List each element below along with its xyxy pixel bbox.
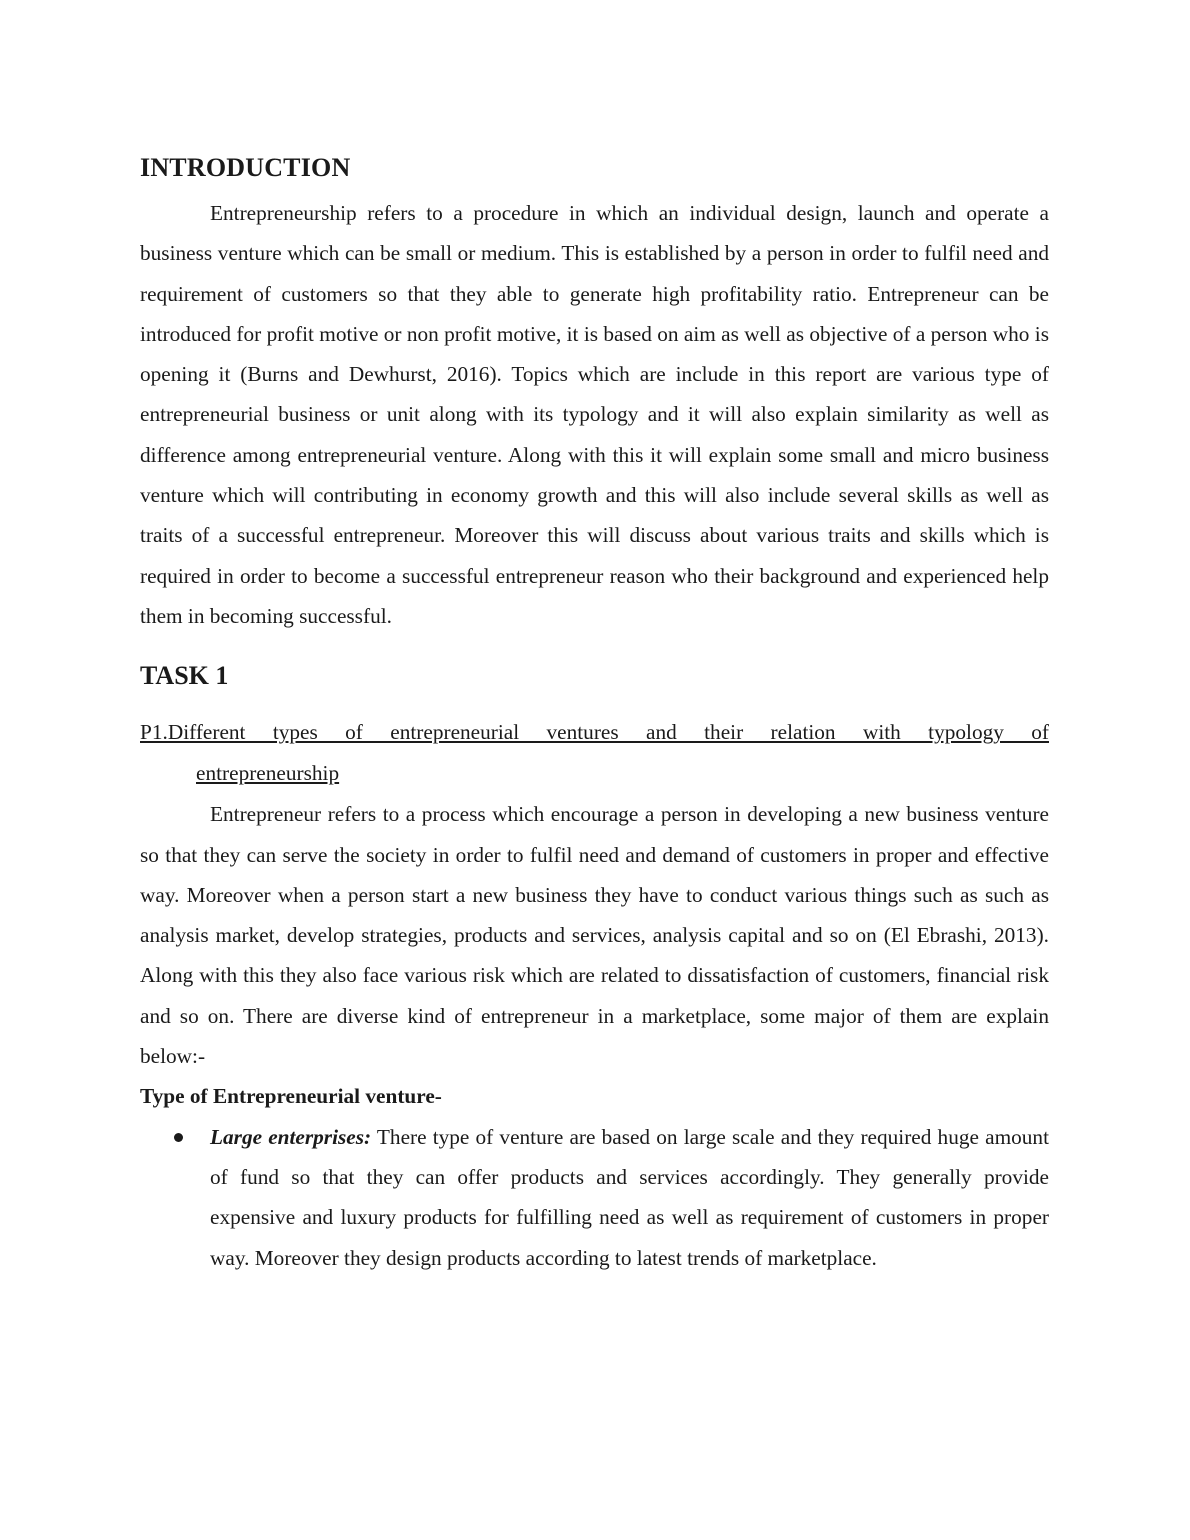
introduction-heading: INTRODUCTION xyxy=(140,153,351,182)
task1-subheading-line1: P1.Different types of entrepreneurial ventures and their relation with typology of xyxy=(140,720,1049,745)
list-item xyxy=(140,1117,1049,1278)
task1-heading: TASK 1 xyxy=(140,661,229,691)
bullet-text: There type of venture are based on large scale and they required huge amount of fund so that they can offer products and services accordingly. They generally provide expensive and luxury products for fulfilling need as well as requirement of customers in proper way. Moreover they design products according to latest trends of marketplace. xyxy=(210,1124,1049,1270)
types-heading: Type of Entrepreneurial venture- xyxy=(140,1084,442,1109)
venture-type-list xyxy=(140,1117,1049,1278)
task1-paragraph: Entrepreneur refers to a process which encourage a person in developing a new business venture so that they can serve the society in order to fulfil need and demand of customers in proper and effective way. Moreover when a person start a new business they have to conduct various things such as such as analysis market, develop strategies, products and services, analysis capital and so on (El Ebrashi, 2013). Along with this they also face various risk which are related to dissatisfaction of customers, financial risk and so on. There are diverse kind of entrepreneur in a marketplace, some major of them are explain below:- xyxy=(140,802,1049,1069)
bullet-term: Large enterprises: xyxy=(210,1124,372,1149)
bullet-icon xyxy=(174,1133,183,1142)
introduction-paragraph: Entrepreneurship refers to a procedure in which an individual design, launch and operate a business venture which can be small or medium. This is established by a person in order to fulfil need and requirement of customers so that they able to generate high profitability ratio. Entrepreneur can be introduced for profit motive or non profit motive, it is based on aim as well as objective of a person who is opening it (Burns and Dewhurst, 2016). Topics which are include in this report are various type of entrepreneurial business or unit along with its typology and it will also explain similarity as well as difference among entrepreneurial venture. Along with this it will explain some small and micro business venture which will contributing in economy growth and this will also include several skills as well as traits of a successful entrepreneur. Moreover this will discuss about various traits and skills which is required in order to become a successful entrepreneur reason who their background and experienced help them in becoming successful. xyxy=(140,201,1049,628)
task1-subheading xyxy=(140,712,1049,794)
document-page xyxy=(140,150,1049,1278)
task1-subheading-line2: entrepreneurship xyxy=(196,761,340,786)
